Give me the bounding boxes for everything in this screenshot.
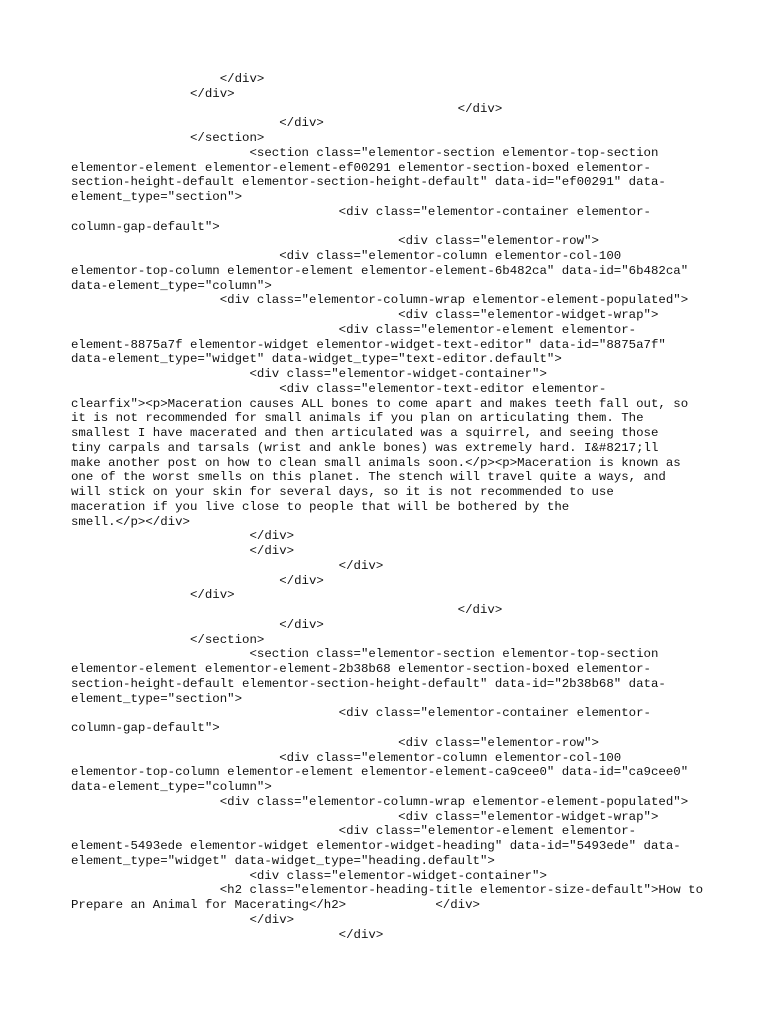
code-line: data-element_type="column"> [71,278,272,293]
code-line: make another post on how to clean small animals soon.</p><p>Maceration is known as [71,455,681,470]
code-line: <div class="elementor-container elementor- [71,204,651,219]
code-line: element-5493ede elementor-widget elementor-widget-heading" data-id="5493ede" data- [71,839,681,853]
code-line: </div> [71,603,503,617]
code-line: </div> [71,116,324,131]
code-line: smell.</p></div> [71,514,190,529]
code-line: elementor-top-column elementor-element elementor-element-ca9cee0" data-id="ca9cee0" [71,765,689,780]
code-line: </div> [71,86,235,101]
code-line: <div class="elementor-text-editor elementor- [71,381,607,396]
code-line: </div> [71,558,384,573]
code-line: </div> [71,617,324,632]
code-line: <div class="elementor-column elementor-col-100 [71,750,622,765]
code-line: </section> [71,131,265,145]
code-line: </div> [71,927,384,942]
code-line: maceration if you live close to people that will be bothered by the [71,499,570,514]
code-line: <div class="elementor-widget-wrap"> [71,308,659,322]
code-line: <div class="elementor-widget-wrap"> [71,809,659,824]
code-line: <div class="elementor-widget-container"> [71,868,547,883]
code-line: elementor-top-column elementor-element elementor-element-6b482ca" data-id="6b482ca" [71,263,689,278]
code-line: element-8875a7f elementor-widget elementor-widget-text-editor" data-id="8875a7f" [71,337,666,352]
code-line: data-element_type="column"> [71,780,272,794]
code-line: </div> [71,573,324,588]
code-line: <div class="elementor-column-wrap elementor-element-populated"> [71,794,689,809]
code-line: element_type="section"> [71,190,243,204]
code-line: </div> [71,588,235,603]
code-line: <div class="elementor-element elementor- [71,322,637,337]
code-line: will stick on your skin for several days, so it is not recommended to use [71,485,614,499]
code-line: elementor-element elementor-element-2b38b68 elementor-section-boxed elementor- [71,662,651,676]
code-line: elementor-element elementor-element-ef00291 elementor-section-boxed elementor- [71,160,651,175]
code-line: <div class="elementor-element elementor- [71,824,637,839]
code-line: clearfix"><p>Maceration causes ALL bones to come apart and makes teeth fall out, so [71,396,689,411]
code-line: <div class="elementor-row"> [71,234,599,249]
code-line: element_type="widget" data-widget_type="heading.default"> [71,853,495,868]
code-line: section-height-default elementor-section-height-default" data-id="2b38b68" data- [71,676,666,691]
code-line: column-gap-default"> [71,219,220,234]
code-line: <div class="elementor-row"> [71,735,599,750]
code-line: Prepare an Animal for Macerating</h2> </div> [71,898,480,912]
code-line: <section class="elementor-section elementor-top-section [71,145,659,160]
code-line: </div> [71,101,503,116]
code-line: tiny carpals and tarsals (wrist and ankle bones) was extremely hard. I&#8217;ll [71,440,659,455]
code-line: smallest I have macerated and then articulated was a squirrel, and seeing those [71,426,659,440]
code-line: </div> [71,72,265,86]
code-line: one of the worst smells on this planet. The stench will travel quite a ways, and [71,470,666,485]
code-line: it is not recommended for small animals if you plan on articulating them. The [71,411,644,426]
code-line: </div> [71,544,295,558]
document-page [71,72,711,942]
code-line: section-height-default elementor-section-height-default" data-id="ef00291" data- [71,175,666,190]
code-line: data-element_type="widget" data-widget_type="text-editor.default"> [71,352,562,367]
code-line: <div class="elementor-column-wrap elementor-element-populated"> [71,293,689,308]
code-line: <h2 class="elementor-heading-title elementor-size-default">How to [71,883,704,898]
code-line: </div> [71,529,295,544]
code-line: element_type="section"> [71,691,243,706]
code-line: <section class="elementor-section elementor-top-section [71,647,659,662]
code-line: <div class="elementor-column elementor-col-100 [71,249,622,263]
code-line: column-gap-default"> [71,721,220,735]
code-line: </div> [71,912,295,927]
code-line: <div class="elementor-widget-container"> [71,367,547,381]
code-line: <div class="elementor-container elementor- [71,706,651,721]
code-line: </section> [71,632,265,647]
